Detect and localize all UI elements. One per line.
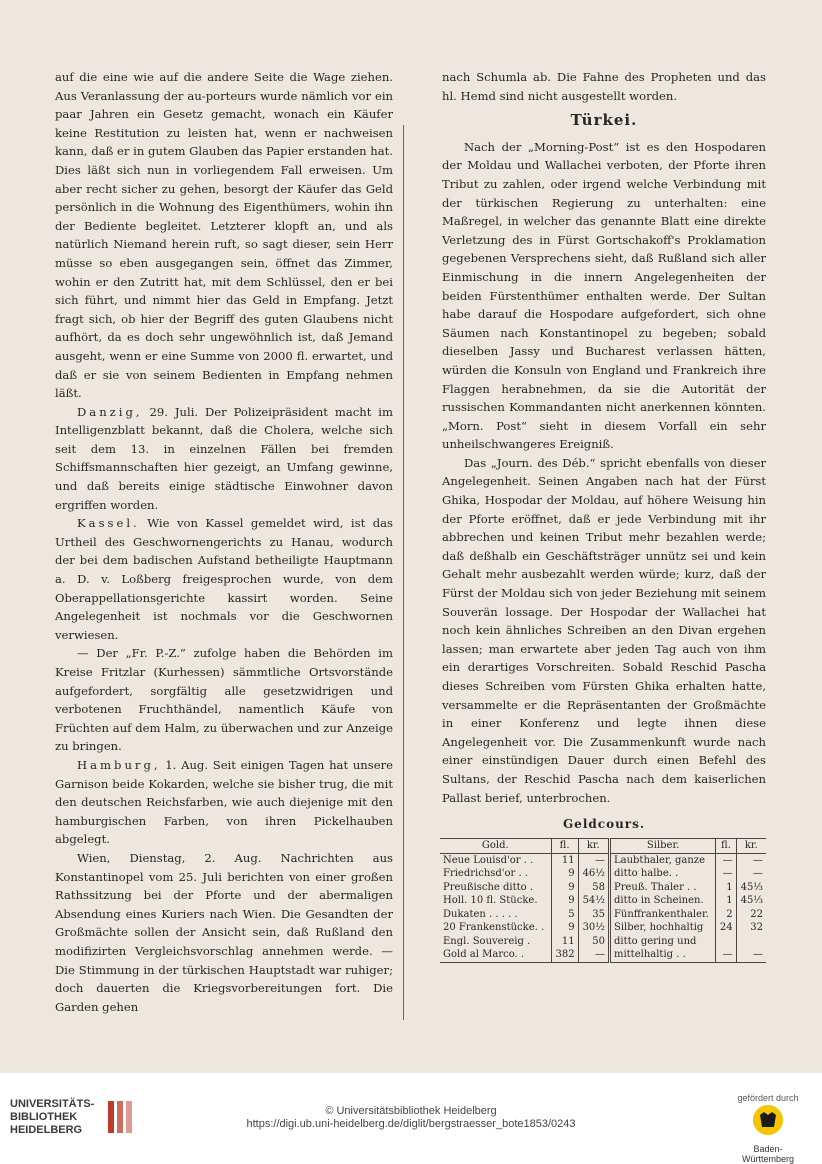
article-paragraph: Das „Journ. des Déb.“ spricht ebenfalls von dieser Angelegenheit. Seinen Angaben nach hat der Fürst Ghika, Hospodar der Moldau, auf höhere Weisung hin der Pforte eröffnet, daß er jede Verbindung mit ihr abbrechen und keinen Tribut mehr bezahlen werde; daß deßhalb ein Geschäftsträger unnütz sei und kein Gehalt mehr ausbezahlt werden würde; kurz, daß der Fürst der Moldau sich von jeder Beziehung mit seinem Souverän lossage. Der Hospodar der Wallachei hat noch kein ähnliches Schreiben an den Divan ergehen lassen; man erwartete aber jeden Tag auch von ihm ein derartiges Vorschreiten. Sobald Reschid Pascha dieses Schreiben vom Fürsten Ghika erhalten hatte, versammelte er die Repräsentanten der Großmächte in einer Konferenz und legte ihnen diese Angelegenheit vor. Die Zusammenkunft wurde nach einer einstündigen Dauer durch einen Befehl des Sultans, der Reschid Pascha nach dem kaiserlichen Pallast berief, unterbrochen. [442,455,766,805]
table-cell: 5 [551,908,578,922]
article-paragraph: nach Schumla ab. Die Fahne des Propheten und das hl. Hemd sind nicht ausgestellt worden. [442,70,766,103]
table-cell: 1 [716,881,736,895]
permalink[interactable]: https://digi.ub.uni-heidelberg.de/diglit/bergstraesser_bote1853/0243 [246,1118,576,1130]
copyright-notice [0,1105,822,1131]
table-row [440,894,766,908]
article-paragraph [55,514,393,644]
column-header: kr. [736,839,766,854]
table-row [440,921,766,935]
right-column [442,68,766,807]
table-row [440,948,766,962]
table-cell: 58 [578,881,609,895]
article-text: Dienstag, 2. Aug. Nachrichten aus Konstantinopel vom 25. Juli berichten von einer großen Rathssitzung bei der Pforte und der abermaligen Absendung eines Kuriers nach Wien. Die Gesandten der Großmächte sollen der Ansicht sein, daß Rußland den modifizirten Vergleichsvorschlag annehmen werde. — Die Stimmung in der türkischen Hauptstadt war ruhiger; doch dauerten die Kriegsvorbereitungen fort. Die Garden gehen [55,850,393,1014]
exchange-rates-title: Geldcours. [562,817,646,831]
table-cell: 9 [551,894,578,908]
table-cell: ditto in Scheinen. [609,894,715,908]
table-cell: Silber, hochhaltig [609,921,715,935]
table-cell [716,935,736,949]
dateline-place: Wien, [77,850,111,865]
table-row [440,935,766,949]
article-paragraph: Nach der „Morning-Post“ ist es den Hospodaren der Moldau und Wallachei verboten, der Pforte ihren Tribut zu zahlen, oder irgend welche Verbindung mit der türkischen Regierung zu unterhalten: eine Maßregel, in welcher das genannte Blatt eine direkte Verletzung des in Fürst Gortschakoff's Proklamation gegebenen Versprechens sieht, daß Rußland sich aller Einmischung in die innern Angelegenheiten der beiden Fürstenthümer enthalten werde. Der Sultan habe darauf die Hospodare aufgefordert, sich ohne Säumen nach Konstantinopel zu begeben; sobald dieselben Jassy und Bucharest verlassen hätten, würden die Konsuln von England und Frankreich ihre Flaggen herabnehmen, da sie die Autorität der russischen Kommandanten nicht anerkennen könnten. „Morn. Post“ sieht in diesem Vorfall ein sehr unheilschwangeres Ereigniß. [442,139,766,452]
article-text: Wie von Kassel gemeldet wird, ist das Urtheil des Geschwornengerichts zu Hanau, wodurch der bei dem badischen Aufstand betheiligte Hauptmann a. D. v. Loßberg freigesprochen wurde, von dem Oberappellationsgerichte kassirt worden. Seine Angelegenheit ist nochmals vor die Geschwornen verwiesen. [55,516,393,642]
table-cell: Fünffrankenthaler. [609,908,715,922]
table-cell: — [736,948,766,962]
table-cell: 45⅓ [736,894,766,908]
left-column [55,68,393,1016]
funder-name: Baden-Württemberg [741,1144,794,1164]
table-row [440,908,766,922]
table-cell: 46½ [578,867,609,881]
table-cell: 9 [551,881,578,895]
table-cell: 50 [578,935,609,949]
dateline-place: Hamburg, [77,757,161,772]
dateline-place: Danzig, [77,404,143,419]
article-paragraph [55,849,393,1016]
section-heading: Türkei. [570,111,638,130]
table-row [440,853,766,867]
table-cell: mittelhaltig . . [609,948,715,962]
funded-by-label: gefördert durch [737,1093,799,1103]
table-cell: 1 [716,894,736,908]
table-header-row [440,839,766,854]
table-cell: ditto gering und [609,935,715,949]
table-cell: — [736,867,766,881]
article-paragraph: — Der „Fr. P.-Z.“ zufolge haben die Behörden im Kreise Fritzlar (Kurhessen) sämmtliche Ortsvorstände aufgefordert, sorgfältig alle gesetzwidrigen und verbotenen Fruchthändel, namentlich Käufe von Früchten auf dem Halm, zu überwachen und zur Anzeige zu bringen. [55,646,393,754]
table-cell: — [716,853,736,867]
article-paragraph [55,756,393,849]
column-header: kr. [578,839,609,854]
table-cell: — [578,853,609,867]
table-cell: Laubthaler, ganze [609,853,715,867]
baden-wuerttemberg-emblem-icon [750,1103,786,1137]
table-cell: 11 [551,853,578,867]
table-cell: Neue Louisd'or . . [443,854,534,866]
table-cell: 382 [551,948,578,962]
table-cell [736,935,766,949]
table-cell: Preuß. Thaler . . [609,881,715,895]
column-header: Silber. [609,839,715,854]
article-paragraph [55,403,393,515]
table-cell: Holl. 10 fl. Stücke. [443,895,538,906]
table-cell: Preußische ditto . [443,881,534,893]
table-cell: 45⅓ [736,881,766,895]
logo-text: UNIVERSITÄTS- BIBLIOTHEK HEIDELBERG [10,1097,95,1136]
column-divider [403,125,404,1020]
exchange-rates-table [440,838,766,963]
table-cell: 24 [716,921,736,935]
table-cell: Friedrichsd'or . . [443,868,529,879]
table-cell: — [578,948,609,962]
table-cell: 11 [551,935,578,949]
table-cell: 32 [736,921,766,935]
article-text: 29. Juli. Der Polizeipräsident macht im Intelligenzblatt bekannt, daß die Cholera, welche sich seit dem 13. in einzelnen Fällen bei fremden Schiffsmannschaften hier gezeigt, an Umfang gewinne, und daß bereits einige städtische Einwohner davon ergriffen worden. [55,404,393,512]
table-cell: — [716,948,736,962]
article-text: 1. Aug. Seit einigen Tagen hat unsere Garnison beide Kokarden, welche sie bisher trug, die mit den deutschen Reichsfarben, wie auch diejenige mit den hamburgischen Farben, von ihren Pickelhauben abgelegt. [55,757,393,847]
funder-logo[interactable] [728,1093,808,1164]
table-row [440,867,766,881]
copyright-text: © Universitätsbibliothek Heidelberg [325,1105,497,1117]
table-cell: ditto halbe. . [609,867,715,881]
column-header: fl. [551,839,578,854]
table-cell: 2 [716,908,736,922]
column-header: Gold. [440,839,551,854]
footer-bar [0,1073,822,1164]
table-row [440,881,766,895]
table-cell: 9 [551,921,578,935]
table-cell: — [716,867,736,881]
table-cell: 35 [578,908,609,922]
table-cell: Dukaten . . . . . [443,908,518,920]
table-cell: 9 [551,867,578,881]
table-cell: Gold al Marco. . [440,948,551,962]
table-cell: 54½ [578,894,609,908]
table-cell: 30½ [578,921,609,935]
table-cell: — [736,853,766,867]
article-paragraph: auf die eine wie auf die andere Seite die Wage ziehen. Aus Veranlassung der au-porteurs wurde nämlich vor ein paar Jahren ein Gesetz gemacht, wonach ein Käufer keine Restitution zu leisten hat, wenn er nachweisen kann, daß er in gutem Glauben das Papier erstanden hat. Dies läßt sich nun in vorliegendem Fall erweisen. Um aber recht sicher zu gehen, besorgt der Käufer das Geld persönlich in die Wohnung des Eigenthümers, wohin ihn der Bediente begleitet. Letzterer klopft an, und als natürlich Niemand herein ruft, so sagt dieser, sein Herr müsse so eben ausgegangen sein, öffnet das Zimmer, wohin er den Zutritt hat, mit dem Schlüssel, den er bei sich führt, und nimmt hier das Geld in Empfang. Jetzt fragt sich, ob hier der Begriff des guten Glaubens nicht aufhört, da es doch sehr ungewöhnlich ist, daß Jemand ausgeht, wenn er eine Summe von 2000 fl. erwartet, und daß er sie von seinem Bedienten in Empfang nehmen läßt. [55,70,393,401]
table-cell: 20 Frankenstücke. . [443,922,545,933]
column-header: fl. [716,839,736,854]
table-cell: Engl. Souvereig . [443,935,531,947]
dateline-place: Kassel. [77,516,140,531]
table-cell: 22 [736,908,766,922]
